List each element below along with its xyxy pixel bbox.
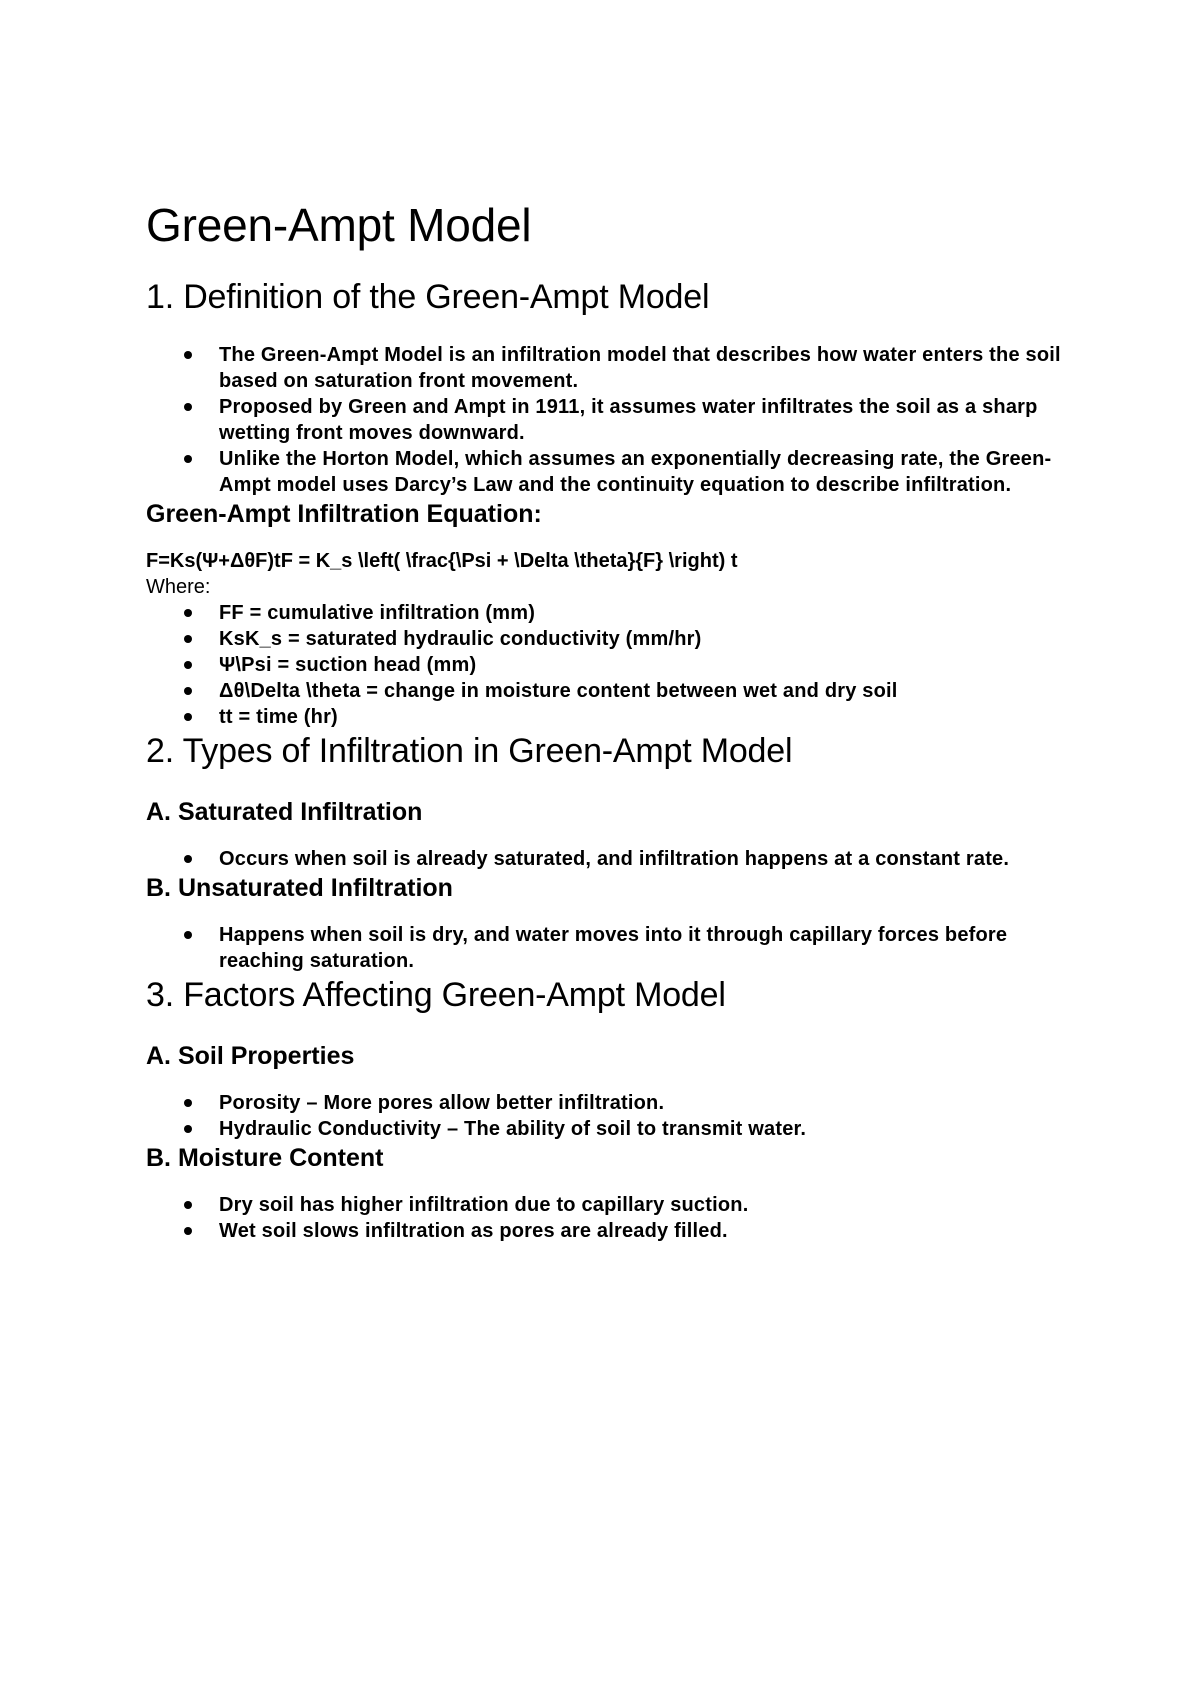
equation-text: F=Ks(Ψ+ΔθF)tF = K_s \left( \frac{\Psi + \Delta \theta}{F} \right) t <box>146 550 738 572</box>
section-1-heading: 1. Definition of the Green-Ampt Model <box>146 278 710 316</box>
soil-properties-list <box>146 1090 1066 1142</box>
list-item: Happens when soil is dry, and water moves into it through capillary forces before reaching saturation. <box>219 922 1066 974</box>
saturated-infiltration-heading: A. Saturated Infiltration <box>146 798 423 826</box>
list-item: Dry soil has higher infiltration due to capillary suction. <box>219 1192 1066 1218</box>
unsaturated-infiltration-list <box>146 922 1066 974</box>
where-label: Where: <box>146 576 211 598</box>
saturated-infiltration-list <box>146 846 1066 872</box>
list-item: Proposed by Green and Ampt in 1911, it assumes water infiltrates the soil as a sharp wetting front moves downward. <box>219 394 1066 446</box>
list-item: Unlike the Horton Model, which assumes an exponentially decreasing rate, the Green-Ampt model uses Darcy’s Law and the continuity equation to describe infiltration. <box>219 446 1066 498</box>
soil-properties-heading: A. Soil Properties <box>146 1042 355 1070</box>
list-item: FF = cumulative infiltration (mm) <box>219 600 1066 626</box>
unsaturated-infiltration-heading: B. Unsaturated Infiltration <box>146 874 453 902</box>
section-3-heading: 3. Factors Affecting Green-Ampt Model <box>146 976 726 1014</box>
moisture-content-heading: B. Moisture Content <box>146 1144 384 1172</box>
list-item: KsK_s = saturated hydraulic conductivity (mm/hr) <box>219 626 1066 652</box>
list-item: Porosity – More pores allow better infiltration. <box>219 1090 1066 1116</box>
document-page <box>146 196 1066 1244</box>
variable-definition-list <box>146 600 1066 730</box>
definition-bullet-list <box>146 342 1066 498</box>
list-item: The Green-Ampt Model is an infiltration model that describes how water enters the soil based on saturation front movement. <box>219 342 1066 394</box>
list-item: Ψ\Psi = suction head (mm) <box>219 652 1066 678</box>
list-item: Δθ\Delta \theta = change in moisture content between wet and dry soil <box>219 678 1066 704</box>
list-item: Hydraulic Conductivity – The ability of soil to transmit water. <box>219 1116 1066 1142</box>
equation-heading: Green-Ampt Infiltration Equation: <box>146 500 542 528</box>
list-item: Wet soil slows infiltration as pores are already filled. <box>219 1218 1066 1244</box>
moisture-content-list <box>146 1192 1066 1244</box>
section-2-heading: 2. Types of Infiltration in Green-Ampt Model <box>146 732 793 770</box>
list-item: tt = time (hr) <box>219 704 1066 730</box>
list-item: Occurs when soil is already saturated, and infiltration happens at a constant rate. <box>219 846 1066 872</box>
document-title: Green-Ampt Model <box>146 199 532 251</box>
